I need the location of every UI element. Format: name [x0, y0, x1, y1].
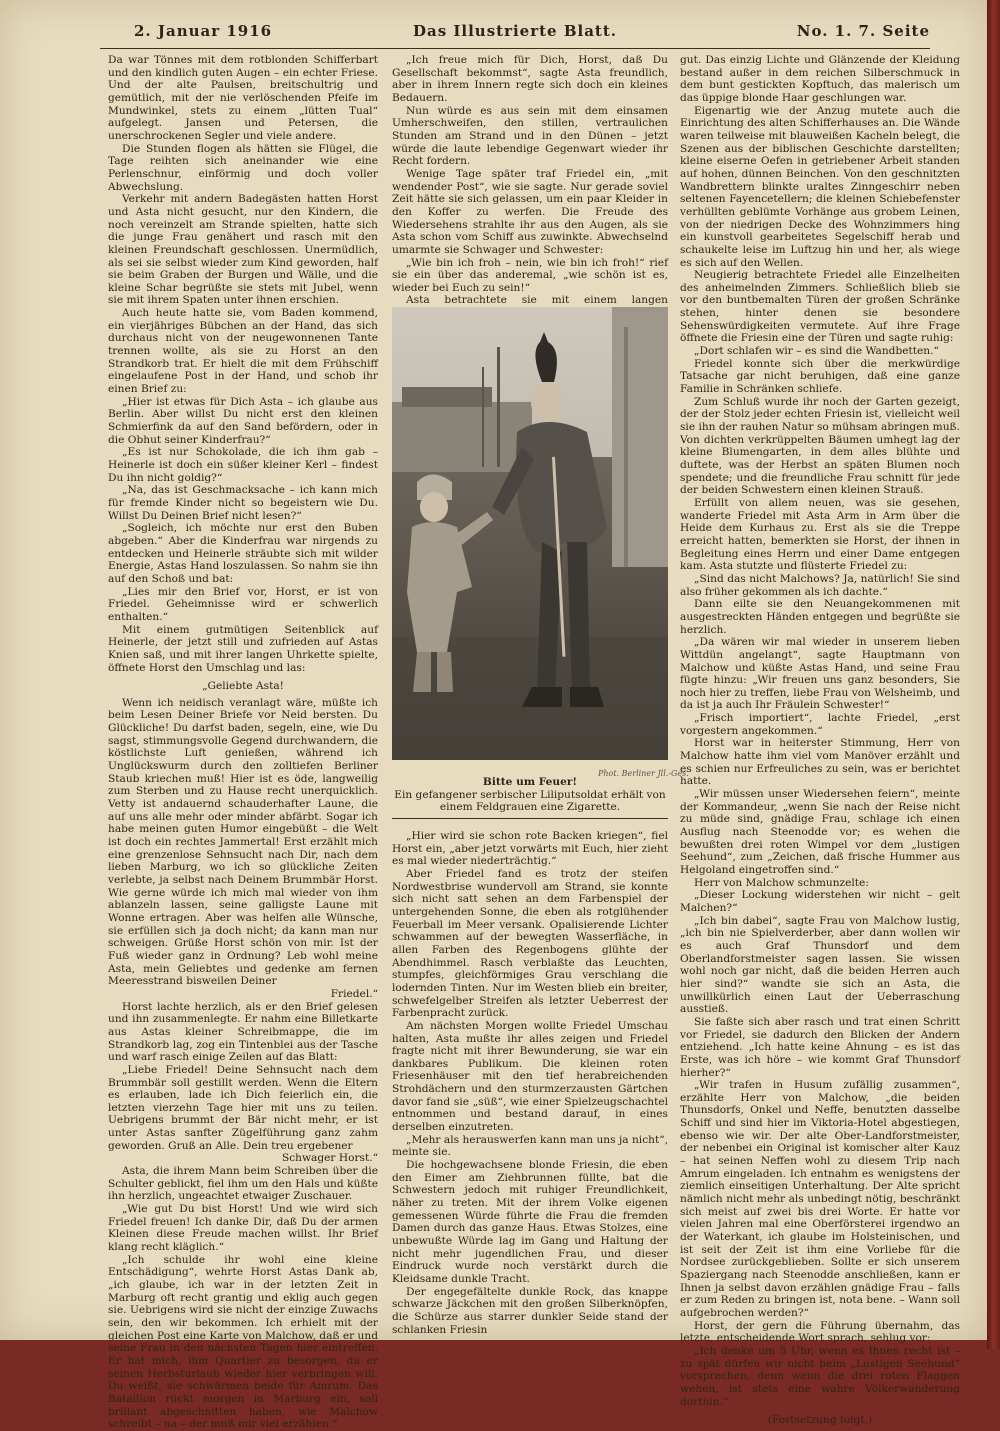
paragraph: „Wir müssen unser Wiedersehen feiern“, meinte der Kommandeur, „wenn Sie nach der Reise nicht zu müde sind, gnädige Frau, schlage ich einen Ausflug nach Steenodde vor; es wehen die bewußten drei roten Wimpel vor dem „lustigen Seehund“, zum „Zeichen, daß frische Hummer aus Helgoland eingetroffen sind.“: [680, 788, 960, 876]
paragraph: Herr von Malchow schmunzelte:: [694, 876, 869, 889]
letter-signature: Friedel.“: [330, 987, 378, 1000]
paragraph: gut. Das einzig Lichte und Glänzende der Kleidung bestand außer in dem reichen Silberschmuck in dem bunt gestickten Kopftuch, das malerisch um das üppige blonde Haar geschlungen war.: [680, 54, 960, 104]
text-column-left: [108, 54, 378, 1431]
paragraph: Horst lachte herzlich, als er den Brief gelesen und ihn zusammenlegte. Er nahm eine Billetkarte aus Astas kleiner Schreibmappe, die im Strandkorb lag, zog ein Tintenblei aus der Tasche und warf rasch einige Zeilen auf das Blatt:: [108, 1000, 378, 1064]
paragraph: Horst, der gern die Führung übernahm, das letzte, entscheidende Wort sprach, sehlug vor:: [680, 1319, 960, 1345]
letter-salutation: „Geliebte Asta!: [202, 680, 284, 693]
paragraph: „Frisch importiert“, lachte Friedel, „erst vorgestern angekommen.“: [680, 712, 960, 737]
paragraph: „Hier ist etwas für Dich Asta – ich glaube aus Berlin. Aber willst Du nicht erst den kleinen Schmierfink da auf den Sand befördern, oder in die Obhut seiner Kinderfrau?“: [108, 395, 378, 446]
paragraph: „Liebe Friedel! Deine Sehnsucht nach dem Brummbär soll gestillt werden. Wenn die Eltern es erlauben, lade ich Dich feierlich ein, die letzten vierzehn Tage hier mit uns zu teilen. Uebrigens brummt der Bär nicht mehr, er ist unter Astas sanfter Zügelführung ganz zahm geworden. Gruß an Alle. Dein treu ergebener: [108, 1063, 378, 1152]
header-date: 2. Januar 1916: [134, 22, 273, 40]
continuation-note: (Fortsetzung folgt.): [767, 1414, 873, 1427]
text-column-middle-top: [392, 54, 668, 307]
paragraph: „Wie bin ich froh – nein, wie bin ich froh!“ rief sie ein über das anderemal, „wie schön ist es, wieder bei Euch zu sein!“: [392, 256, 668, 294]
paragraph: „Wir trafen in Husum zufällig zusammen“, erzählte Herr von Malchow, „die beiden Thunsdorfs, Onkel und Neffe, benutzten dasselbe Schiff und sind hier im Viktoria-Hotel abgestiegen, ebenso wie wir. Der alte Ober-Landforstmeister, der nebenbei ein Original ist komischer alter Kauz – hat seinen Neffen wohl zu diesem Trip nach Amrum eingeladen. Ich entnahm es wenigstens der ziemlich einseitigen Unterhaltung. Der Alte spricht nämlich nicht mehr als unbedingt nötig, beschränkt sich meist auf zwei bis drei Worte. Er hatte vor vielen Jahren mal eine Oberförsterei irgendwo an der Waterkant, ich glaube im Holsteinischen, und ist seit der Zeit ist ihm eine Vorliebe für die Nordsee zurückgeblieben. Sollte er sich unserem Spaziergang nach Steenodde anschließen, kann er Ihnen ja selbst davon erzählen gnädige Frau – falls er zum Reden zu bringen ist, nota bene. – Wann soll aufgebrochen werden?“: [680, 1079, 960, 1319]
letter-signature: Schwager Horst.“: [281, 1152, 378, 1165]
paragraph: Erfüllt von allem neuen, was sie gesehen, wanderte Friedel mit Asta Arm in Arm über die Heide dem Kurhaus zu. Erst als sie die Treppe erreicht hatten, bemerkten sie Horst, der ihnen in Begleitung eines Herrn und einer Dame entgegen kam. Asta stutzte und flüsterte Friedel zu:: [680, 496, 960, 573]
paragraph: Asta, die ihrem Mann beim Schreiben über die Schulter geblickt, fiel ihm um den Hals und küßte ihn herzlich, ungeachtet etwaiger Zuschauer.: [108, 1165, 378, 1203]
paragraph: Mit einem gutmütigen Seitenblick auf Heinerle, der jetzt still und zufrieden auf Astas Knien saß, und mit ihrer langen Uhrkette spielte, öffnete Horst den Umschlag und las:: [108, 623, 378, 674]
paragraph: Da war Tönnes mit dem rotblonden Schifferbart und den kindlich guten Augen – ein echter Friese. Und der alte Paulsen, breitschultrig und gemütlich, mit der nie verlöschenden Pfeife im Mundwinkel, stets zu einem „lütten Tual“ aufgelegt. Jansen und Petersen, die unerschrockenen Segler und viele andere.: [108, 54, 378, 142]
paragraph: „Dort schlafen wir – es sind die Wandbetten.“: [694, 345, 939, 358]
header-title: Das Illustrierte Blatt.: [412, 22, 617, 40]
paragraph: „Wie gut Du bist Horst! Und wie wird sich Friedel freuen! Ich danke Dir, daß Du der armen Kleinen diese Freude machen willst. Ihr Brief klang recht kläglich.“: [108, 1203, 378, 1254]
header-page-number: No. 1. 7. Seite: [796, 22, 930, 40]
paragraph: Der engegefältelte dunkle Rock, das knappe schwarze Jäckchen mit den großen Silberknöpfen, die Schürze aus starrer dunkler Seide stand der schlanken Friesin: [392, 1285, 668, 1336]
paragraph: „Ich schulde ihr wohl eine kleine Entschädigung“, wehrte Horst Astas Dank ab, „ich glaube, ich war in der letzten Zeit in Marburg oft recht grantig und eklig auch gegen sie. Uebrigens wird sie nicht der einzige Zuwachs sein, den wir bekommen. Ich erhielt mit der gleichen Post eine Karte von Malchow, daß er und seine Frau in den nächsten Tagen hier eintreffen. Er hat mich, ihm Quartier zu besorgen, da er seinen Herbsturlaub wieder hier verbringen will. Du weißt, sie schwärmen beide für Amrum. Das Bataillon rückt morgen in Marburg ein, soll brillant abgeschnitten haben, wie Malchow schreibt – na – der muß mir viel erzählen.“: [108, 1253, 378, 1431]
paragraph: „Es ist nur Schokolade, die ich ihm gab – Heinerle ist doch ein süßer kleiner Kerl – findest Du ihn nicht goldig?“: [108, 446, 378, 484]
paragraph: „Sind das nicht Malchows? Ja, natürlich! Sie sind also früher gekommen als ich dachte.“: [680, 572, 960, 598]
divider: [392, 818, 668, 819]
paragraph: Wenn ich neidisch veranlagt wäre, müßte ich beim Lesen Deiner Briefe vor Neid bersten. Du Glückliche! Du darfst baden, segeln, eine, wie Du sagst, stimmungsvolle Gegend durchwandern, die köstlichste Luft genießen, während ich Unglückswurm durch den zolltiefen Berliner Staub kriechen muß! Hier ist es öde, langweilig zum Sterben und zu Hause recht unerquicklich. Vetty ist andauernd schauderhafter Laune, die auf uns alle mehr oder minder abfärbt. Sogar ich habe meinen guten Humor eingebüßt – die Welt ist doch ein rechtes Jammertal! Erst erzählt mich eine grenzenlose Sehnsucht nach Dir, nach dem lieben Marburg, wo ich so glückliche Zeiten verlebte, ja selbst nach Deinem Brummbär Horst. Wie gerne würde ich mich mal wieder von ihm ablanzeln lassen, seine galligste Laune mit Wonne ertragen. Aber was helfen alle Wünsche, sie erfüllen sich ja doch nicht; da kann man nur schweigen. Grüße Horst schön von mir. Ist der Fuß wieder ganz in Ordnung? Leb wohl meine Asta, mein Geliebtes und gedenke am fernen Meeresstrand bisweilen Deiner: [108, 696, 378, 988]
paragraph: Sie faßte sich aber rasch und trat einen Schritt vor Friedel, sie dadurch den Blicken der Andern entziehend. „Ich hatte keine Ahnung – es ist das Erste, was ich höre – wie kommt Graf Thunsdorf hierher?“: [680, 1015, 960, 1079]
paragraph: „Da wären wir mal wieder in unserem lieben Wittdün angelangt“, sagte Hauptmann von Malchow und küßte Astas Hand, und seine Frau fügte hinzu: „Wir freuen uns ganz besonders, Sie noch hier zu treffen, liebe Frau von Welsheimb, und da ist ja auch Ihr Fräulein Schwester!“: [680, 636, 960, 712]
paragraph: Horst war in heiterster Stimmung, Herr von Malchow hatte ihm viel vom Manöver erzählt und es schien nur Erfreuliches zu sein, was er berichtet hatte.: [680, 737, 960, 788]
paragraph: Nun würde es aus sein mit dem einsamen Umherschweifen, den stillen, vertraulichen Stunden am Strand und in den Dünen – jetzt würde die laute lebendige Gegenwart wieder ihr Recht fordern.: [392, 104, 668, 168]
soldier-photo-illustration: [392, 307, 668, 760]
text-column-middle-bottom: [392, 830, 668, 1336]
paragraph: „Hier wird sie schon rote Backen kriegen“, fiel Horst ein, „aber jetzt vorwärts mit Euch, hier zieht es mal wieder niederträchtig.“: [392, 830, 668, 868]
paragraph: „Dieser Lockung widerstehen wir nicht – gelt Malchen?“: [680, 889, 960, 914]
paragraph: „Lies mir den Brief vor, Horst, er ist von Friedel. Geheimnisse wird er schwerlich enthalten.“: [108, 585, 378, 623]
paragraph: Aber Friedel fand es trotz der steifen Nordwestbrise wundervoll am Strand, sie konnte sich nicht satt sehen an dem Farbenspiel der untergehenden Sonne, die eben als rotglühender Feuerball im Meer versank. Opalisierende Lichter schwammen auf der bewegten Wasserfläche, in allen Farben des Regenbogens glühte der Abendhimmel. Rasch verblaßte das Leuchten, stumpfes, gleichförmiges Grau verschlang die lodernden Tinten. Nur im Westen blieb ein breiter, schwefelgelber Streifen als letzter Ueberrest der Farbenpracht zurück.: [392, 867, 668, 1020]
caption-text: Ein gefangener serbischer Liliputsoldat erhält von einem Feldgrauen eine Zigarette.: [394, 788, 666, 813]
text-column-right: [680, 54, 960, 1427]
page-header: [100, 18, 930, 49]
paragraph: Die hochgewachsene blonde Friesin, die eben den Eimer am Ziehbrunnen füllte, bat die Schwestern jedoch mit ruhiger Freundlichkeit, näher zu treten. Mit der ihrem Volke eigenen gemessenen Würde führte die Frau die fremden Damen durch das ganze Haus. Etwas Stolzes, eine unbewußte Würde lag im Gang und Haltung der nicht mehr jugendlichen Frau, und dieser Eindruck wurde noch verstärkt durch die Kleidsame dunkle Tracht.: [392, 1159, 668, 1285]
paragraph: Neugierig betrachtete Friedel alle Einzelheiten des anheimelnden Zimmers. Schließlich blieb sie vor den buntbemalten Türen der großen Schränke stehen, hinter denen sie besondere Sehenswürdigkeiten vermutete. Auf ihre Frage öffnete die Friesin eine der Türen und sagte ruhig:: [680, 269, 960, 345]
paragraph: Die Stunden flogen als hätten sie Flügel, die Tage reihten sich aneinander wie eine Perlenschnur, einförmig und doch voller Abwechslung.: [108, 142, 378, 193]
photo-caption: [392, 776, 668, 814]
paragraph: „Na, das ist Geschmacksache – ich kann mich für fremde Kinder nicht so begeistern wie Du. Willst Du Deinen Brief nicht lesen?“: [108, 484, 378, 522]
paragraph: „Ich bin dabei“, sagte Frau von Malchow lustig, „ich bin nie Spielverderber, aber dann wollen wir es auch Graf Thunsdorf und dem Oberlandforstmeister sagen lassen. Sie wissen wohl noch gar nicht, daß die beiden Herren auch hier sind?“ wandte sie sich an Asta, die unwillkürlich einen Laut der Ueberraschung ausstieß.: [680, 914, 960, 1016]
paragraph: „Ich denke um 5 Uhr, wenn es Ihnen recht ist – zu spät dürfen wir nicht beim „Lustigen Seehund“ vorsprechen, denn wenn die drei roten Flaggen wehen, ist stets eine wahre Völkerwanderung dorthin.“: [680, 1344, 960, 1408]
paragraph: Friedel konnte sich über die merkwürdige Tatsache gar nicht beruhigen, daß eine ganze Familie in Schränken schliefe.: [680, 357, 960, 396]
paragraph: „Mehr als herauswerfen kann man uns ja nicht“, meinte sie.: [392, 1133, 668, 1159]
paragraph: Zum Schluß wurde ihr noch der Garten gezeigt, der der Stolz jeder echten Friesin ist, vielleicht weil sie ihn der rauhen Natur so mühsam abringen muß. Von dichten verkrüppelten Bäumen umhegt lag der kleine Blumengarten, in dem alles blühte und duftete, was der Herbst an späten Blumen noch spendete; und die freundliche Frau schnitt für jede der beiden Schwestern einen kleinen Strauß.: [680, 395, 960, 497]
paragraph: Asta betrachtete sie mit einem langen: [406, 294, 668, 307]
book-binding-edge: [987, 0, 1000, 1349]
paragraph: „Sogleich, ich möchte nur erst den Buben abgeben.“ Aber die Kinderfrau war nirgends zu entdecken und Heinerle sträubte sich mit wilder Energie, Astas Hand loszulassen. So nahm sie ihn auf den Schoß und bat:: [108, 522, 378, 585]
paragraph: Auch heute hatte sie, vom Baden kommend, ein vierjähriges Bübchen an der Hand, das sich durchaus nicht von der neugewonnenen Tante trennen wollte, als sie zu Horst an den Strandkorb trat. Er hielt die mit dem Frühschiff eingelaufene Post in der Hand, und schob ihr einen Brief zu:: [108, 307, 378, 396]
caption-title: Bitte um Feuer!: [482, 776, 578, 788]
paragraph: „Ich freue mich für Dich, Horst, daß Du Gesellschaft bekommst“, sagte Asta freundlich, aber in ihrem Innern regte sich doch ein kleines Bedauern.: [392, 54, 668, 104]
paragraph: Eigenartig wie der Anzug mutete auch die Einrichtung des alten Schifferhauses an. Die Wände waren teilweise mit blauweißen Kacheln belegt, die Szenen aus der biblischen Geschichte darstellten; kleine eiserne Oefen in getriebener Arbeit standen auf hohen, dünnen Beinchen. Von den geschnitzten Wandbrettern blinkte uraltes Zinngeschirr neben seltenen Fayencetellern; die kleinen Schiebefenster verhüllten geblümte Vorhänge aus grobem Leinen, von der niedrigen Decke des Wohnzimmers hing ein kunstvoll gearbeitetes Segelschiff herab und schaukelte leise im Luftzug hin und her, als wiege es sich auf den Wellen.: [680, 104, 960, 269]
paragraph: Verkehr mit andern Badegästen hatten Horst und Asta nicht gesucht, nur den Kindern, die noch vereinzelt am Strande spielten, hatte sich die junge Frau genähert und rasch mit den kleinen Freundschaft geschlossen. Unermüdlich, als sei sie selbst wieder zum Kind geworden, half sie beim Graben der Burgen und Wälle, und die kleine Schar begrüßte sie stets mit Jubel, wenn sie mit ihrem Spaten unter ihnen erschien.: [108, 193, 378, 307]
paragraph: Wenige Tage später traf Friedel ein, „mit wendender Post“, wie sie sagte. Nur gerade soviel Zeit hätte sie sich gelassen, um ein paar Kleider in den Koffer zu werfen. Die Freude des Wiedersehens strahlte ihr aus den Augen, als sie Asta schon vom Schiff aus zuwinkte. Abwechselnd umarmte sie Schwager und Schwester:: [392, 167, 668, 256]
paragraph: Dann eilte sie den Neuangekommenen mit ausgestreckten Händen entgegen und begrüßte sie herzlich.: [680, 598, 960, 636]
photo-credit: Phot. Berliner Jll.-Ges.: [598, 769, 689, 778]
paragraph: Am nächsten Morgen wollte Friedel Umschau halten, Asta mußte ihr alles zeigen und Friedel fragte nicht mit ihrer Bewunderung, sie war ein dankbares Publikum. Die kleinen roten Friesenhäuser mit den tief herabreichenden Strohdächern und den sturmzerzausten Gärtchen davor fand sie „süß“, wie einer Spielzeugschachtel entnommen und bestand darauf, in eines derselben einzutreten.: [392, 1019, 668, 1134]
photograph: [392, 307, 668, 760]
